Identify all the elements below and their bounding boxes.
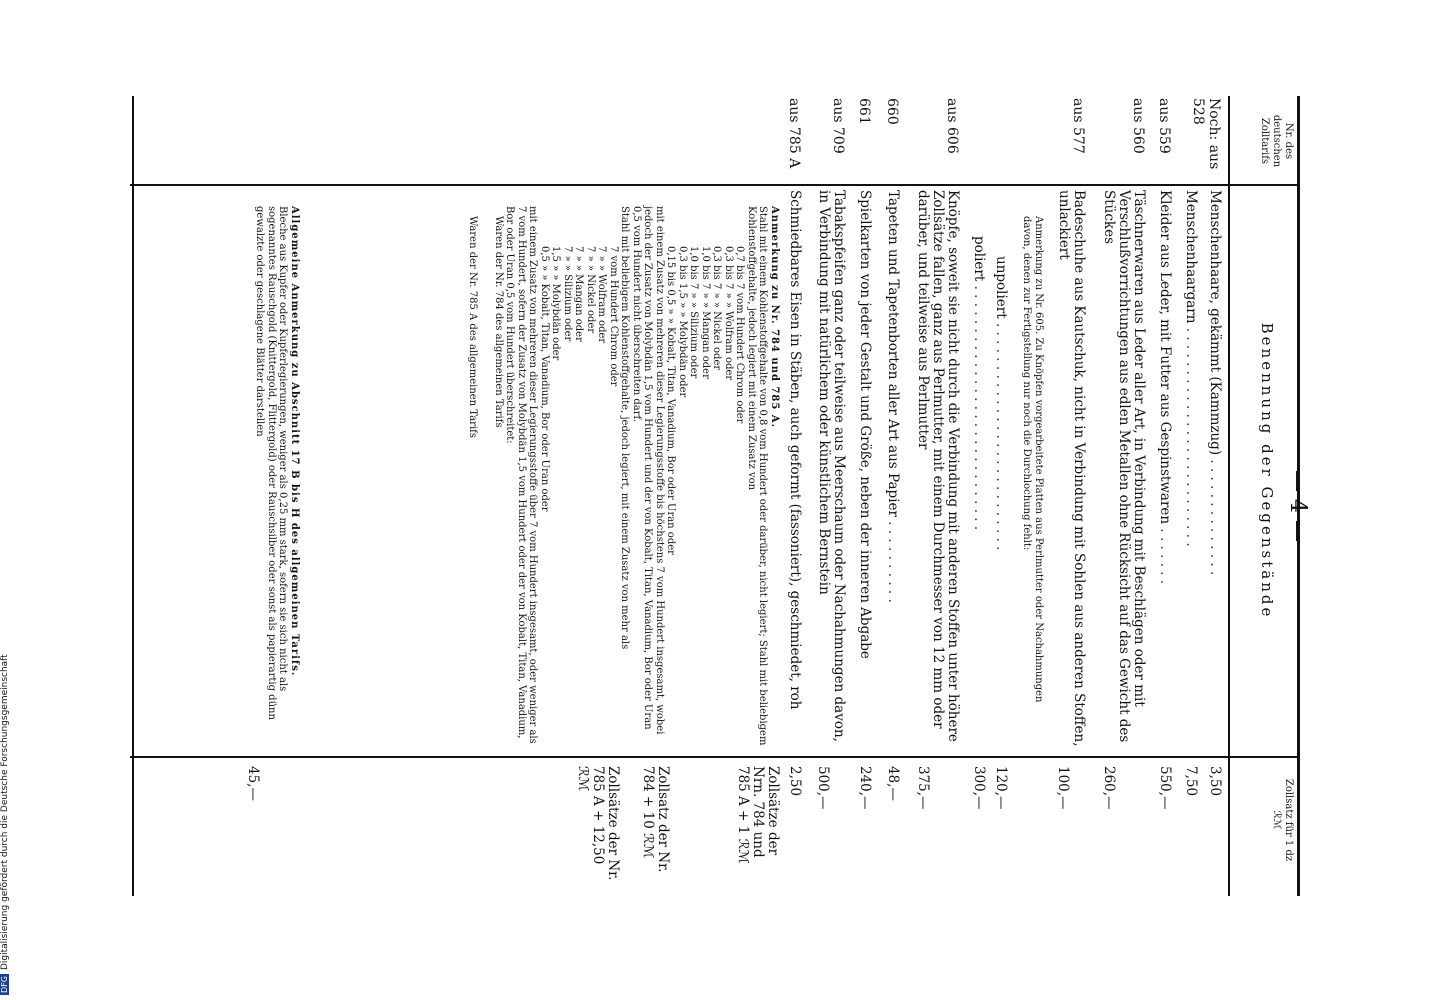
row-desc: Täschnerwaren aus Leder aller Art, in Verbindung mit Beschlägen oder mit Verschlußvorrichtungen aus edlen Metallen ohne Rücksicht auf das Gewicht des Stückes — [1101, 190, 1147, 743]
header-rule — [1228, 96, 1230, 896]
row-rate: 3,50 — [1207, 766, 1223, 797]
page-title: — 4 — — [1285, 470, 1310, 542]
footer-credit — [0, 654, 10, 995]
row-rate: 7,50 — [1183, 766, 1199, 797]
rate-785: Zollsätze der Nr. 785 A + 12,50 ℛℳ — [575, 766, 621, 881]
row-nr: 661 — [856, 98, 872, 125]
row-desc: Spielkarten von jeder Gestalt und Größe, neben der inneren Abgabe — [857, 190, 873, 659]
anmerkung-title: Anmerkung zu Nr. 784 und 785 A. — [769, 206, 780, 429]
list-item: 0,3 bis 7 » » Wolfram oder — [723, 246, 734, 381]
row-rate: 375,— — [915, 766, 931, 810]
row-desc: Kleider aus Leder, mit Futter aus Gespinstwaren . . . . . . . — [1157, 190, 1173, 585]
row-rate: 300,— — [971, 766, 987, 810]
column-rule-1 — [130, 184, 1300, 186]
allgemeine-title: Allgemeine Anmerkung zu Abschnitt 17 B bis H des allgemeinen Tarifs. — [289, 206, 300, 677]
tariff-table — [130, 96, 1300, 896]
row-nr: Noch: aus 528 — [1190, 98, 1222, 170]
row-desc: poliert . . . . . . . . . . . . . . . . . . . . . . . . . . . . . — [971, 236, 987, 531]
table-bottom-rule — [132, 96, 134, 896]
row-rate: 2,50 — [787, 766, 803, 797]
row-rate: 240,— — [857, 766, 873, 810]
alloy-list-2 — [539, 206, 620, 746]
list-item: 7 vom Hundert Chrom oder — [608, 246, 619, 387]
list-item: 0,7 bis 7 vom Hundert Chrom oder — [734, 246, 746, 424]
list-item: 1,0 bis 7 » » Mangan oder — [700, 246, 711, 379]
row-nr: aus 577 — [1070, 98, 1086, 154]
row-desc: Schmiedbares Eisen in Stäben, auch geformt (fassoniert), geschmiedet, roh — [787, 190, 803, 710]
allgemeine-rate: 45,— — [245, 766, 261, 801]
rate-main: Zollsätze der Nrn. 784 und 785 A + 1 ℛℳ — [735, 766, 781, 864]
row-nr: aus 559 — [1156, 98, 1172, 154]
row-desc: Tapeten und Tapetenborten aller Art aus Papier . . . . . . . . . . — [885, 190, 901, 603]
list-item: 1,5 » » Molybdän oder — [550, 246, 562, 361]
alloy-list — [665, 206, 746, 746]
row-desc: Tabakspfeifen ganz oder teilweise aus Meerschaum oder Nachahmungen davon, in Verbindung mit natürlichem oder künstlichem Bernstein — [816, 190, 847, 742]
row-nr: aus 785 A — [786, 98, 802, 169]
list-item: 7 » » Nickel oder — [585, 246, 596, 334]
row-nr: 660 — [884, 98, 900, 125]
row-rate: 120,— — [993, 766, 1009, 810]
row-desc: Menschenhaare, gekämmt (Kammzug) . . . . . . . . . . . . . . — [1207, 190, 1223, 576]
list-item: 0,15 bis 0,5 » » Kobalt, Titan, Vanadium, Bor oder Uran oder — [665, 246, 677, 555]
rate-784: Zollsatz der Nr. 784 + 10 ℛℳ — [640, 766, 671, 873]
anmerkung-mixed: mit einem Zusatz von mehreren dieser Legierungsstoffe bis höchstens 7 vom Hundert insgesamt, wobei jedoch der Zusatz von Molybdän 1,5 vom Hundert und der von Kobalt, Titan, Vanadium, Bor oder Uran 0,5 vom Hundert nicht überschreiten darf. — [631, 206, 665, 735]
tariff-table-rotated — [130, 96, 1300, 896]
row-desc: Menschenhaargarn . . . . . . . . . . . . . . . . . . . . . . . . . . — [1183, 190, 1199, 547]
list-item: 0,3 bis 1,5 » » Molybdän oder — [677, 246, 688, 398]
footer-text: Digitalisierung gefördert durch die Deutsche Forschungsgemeinschaft — [0, 654, 10, 971]
header-nr: Nr. des deutschen Zolltarifs — [1259, 114, 1294, 168]
row-desc: Knöpfe, soweit sie nicht durch die Verbindung mit anderen Stoffen unter höhere Zollsätze fallen, ganz aus Perlmutter, mit einem Durchmesser von 12 mm oder darüber, und teilweise aus Perlmutter — [915, 190, 961, 742]
anmerkung-intro: Stahl mit einem Kohlenstoffgehalte von 0,8 vom Hundert oder darüber, nicht legiert; Stahl mit beliebigem Kohlenstoffgehalte, jedoch legiert mit einem Zusatz von — [746, 206, 769, 746]
header-name: Benennung der Gegenstände — [1258, 322, 1276, 620]
row-nr: aus 709 — [830, 98, 846, 154]
list-item: 7 » » Silizium oder — [562, 246, 573, 342]
row-desc: Anmerkung zu Nr. 605. Zu Knöpfen vorgearbeitete Platten aus Perlmutter oder Nachahmungen davon, denen zur Fertigstellung nur noch die Durchlochung fehlt: — [1021, 216, 1044, 703]
list-item: 1,0 bis 7 » » Silizium oder — [688, 246, 700, 379]
dfg-logo-icon: DFG — [0, 976, 9, 993]
row-rate: 100,— — [1055, 766, 1071, 810]
list-item: 0,5 » » Kobalt, Titan, Vanadium, Bor oder Uran oder — [539, 246, 550, 512]
row-rate: 550,— — [1157, 766, 1173, 810]
row-rate: 500,— — [815, 766, 831, 810]
allgemeine-text: Bleche aus Kupfer oder Kupferlegierungen, weniger als 0,25 mm stark, sofern sie sich nicht als sogenanntes Rauschgold (Knittergold, Flittergold) oder Rauschsilber oder sonst als papierartig dünn gewalzte oder geschlagene Blätter darstellen — [254, 206, 289, 720]
anmerkung-mixed2: mit einem Zusatz von mehreren dieser Legierungsstoffe über 7 vom Hundert insgesamt, oder weniger als 7 vom Hundert, sofern der Zusatz von Molybdän 1,5 vom Hundert oder der von Kobalt, Titan, Vanadium, Bor oder Uran 0,5 vom Hundert überschreitet: — [504, 206, 539, 744]
list-item: 0,3 bis 7 » » Nickel oder — [711, 246, 723, 371]
row-rate: 48,— — [885, 766, 901, 801]
list-item: 7 » » Wolfram oder — [596, 246, 608, 344]
waren-784: Waren der Nr. 784 des allgemeinen Tarifs — [493, 216, 504, 428]
anmerkung-intro2: Stahl mit beliebigem Kohlenstoffgehalte, jedoch legiert, mit einem Zusatz von mehr als — [619, 206, 631, 650]
row-nr: aus 560 — [1130, 98, 1146, 154]
waren-785: Waren der Nr. 785 A des allgemeinen Tarifs — [467, 216, 479, 438]
row-desc: Badeschuhe aus Kautschuk, nicht in Verbindung mit Sohlen aus anderen Stoffen, unlackiert — [1056, 190, 1087, 747]
row-desc: unpoliert . . . . . . . . . . . . . . . . . . . . . . . . . . . — [993, 256, 1009, 551]
column-rule-2 — [130, 756, 1300, 758]
row-rate: 260,— — [1101, 766, 1117, 810]
list-item: 7 » » Mangan oder — [573, 246, 585, 342]
header-rate: Zollsatz für 1 dz ℛℳ — [1271, 778, 1294, 862]
row-nr: aus 606 — [944, 98, 960, 154]
